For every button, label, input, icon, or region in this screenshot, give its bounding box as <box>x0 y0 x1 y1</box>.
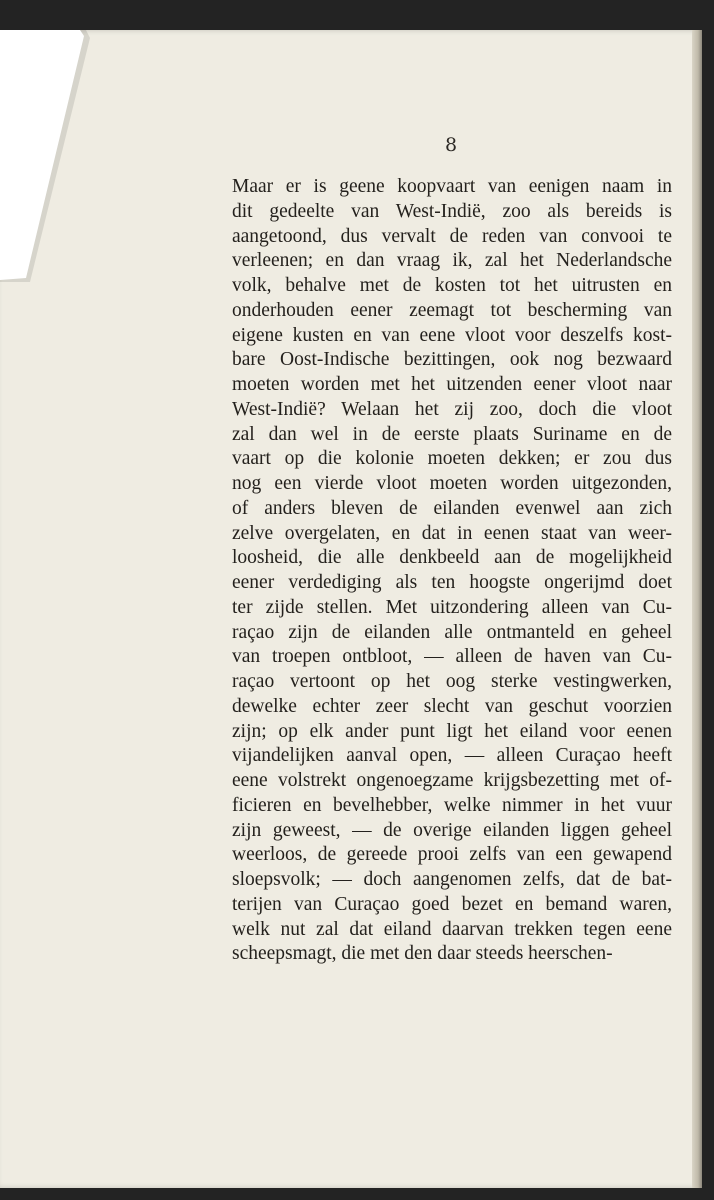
text-line: aangetoond, dus vervalt de reden van convooi te <box>232 225 672 247</box>
page-number-text: 8 <box>444 134 458 156</box>
text-line: West-Indië? Welaan het zij zoo, doch die vloot <box>232 398 672 420</box>
text-line: dewelke echter zeer slecht van geschut voorzien <box>232 695 672 717</box>
text-line: vaart op die kolonie moeten dekken; er zou dus <box>232 448 672 470</box>
text-line: raçao zijn de eilanden alle ontmanteld en geheel <box>232 621 672 643</box>
text-line: Maar er is geene koopvaart van eenigen naam in <box>232 176 672 197</box>
text-line: moeten worden met het uitzenden eener vloot naar <box>232 374 672 395</box>
text-line: ter zijde stellen. Met uitzondering alleen van Cu- <box>232 596 672 618</box>
text-line: welk nut zal dat eiland daarvan trekken tegen eene <box>232 918 672 940</box>
text-line: van troepen ontbloot, — alleen de haven van Cu- <box>232 646 672 668</box>
text-line: eener verdediging als ten hoogste ongerijmd doet <box>232 572 672 593</box>
text-line: sloepsvolk; — doch aangenomen zelfs, dat de bat- <box>232 869 672 890</box>
page-edge <box>692 30 702 1188</box>
text-line: weerloos, de gereede prooi zelfs van een gewapend <box>232 844 672 866</box>
text-line: zijn geweest, — de overige eilanden liggen geheel <box>232 819 672 841</box>
text-line: zijn; op elk ander punt ligt het eiland voor eenen <box>232 720 672 742</box>
text-line: volk, behalve met de kosten tot het uitrusten en <box>232 275 672 296</box>
text-line: verleenen; en dan vraag ik, zal het Nederlandsche <box>232 250 672 272</box>
text-line: zelve overgelaten, en dat in eenen staat van weer- <box>232 522 672 544</box>
text-line: raçao vertoont op het oog sterke vestingwerken, <box>232 671 672 692</box>
text-line: bare Oost-Indische bezittingen, ook nog bezwaard <box>232 349 672 371</box>
text-line: ficieren en bevelhebber, welke nimmer in het vuur <box>232 794 672 816</box>
text-line: zal dan wel in de eerste plaats Suriname en de <box>232 423 672 445</box>
text-line: of anders bleven de eilanden evenwel aan zich <box>232 497 672 519</box>
text-line: nog een vierde vloot moeten worden uitgezonden, <box>232 473 672 494</box>
text-line: loosheid, die alle denkbeeld aan de mogelijkheid <box>232 547 672 569</box>
text-line: scheepsmagt, die met den daar steeds heerschen- <box>232 943 613 965</box>
book-page <box>0 30 702 1188</box>
text-line: eigene kusten en van eene vloot voor deszelfs kost- <box>232 324 672 346</box>
text-line: dit gedeelte van West-Indië, zoo als bereids is <box>232 200 672 222</box>
text-line: terijen van Curaçao goed bezet en bemand waren, <box>232 893 672 915</box>
text-line: vijandelijken aanval open, — alleen Curaçao heeft <box>232 745 672 767</box>
page-number <box>0 134 702 156</box>
text-line: onderhouden eener zeemagt tot bescherming van <box>232 299 672 321</box>
text-line: eene volstrekt ongenoegzame krijgsbezetting met of- <box>232 770 672 791</box>
body-text <box>232 175 672 967</box>
